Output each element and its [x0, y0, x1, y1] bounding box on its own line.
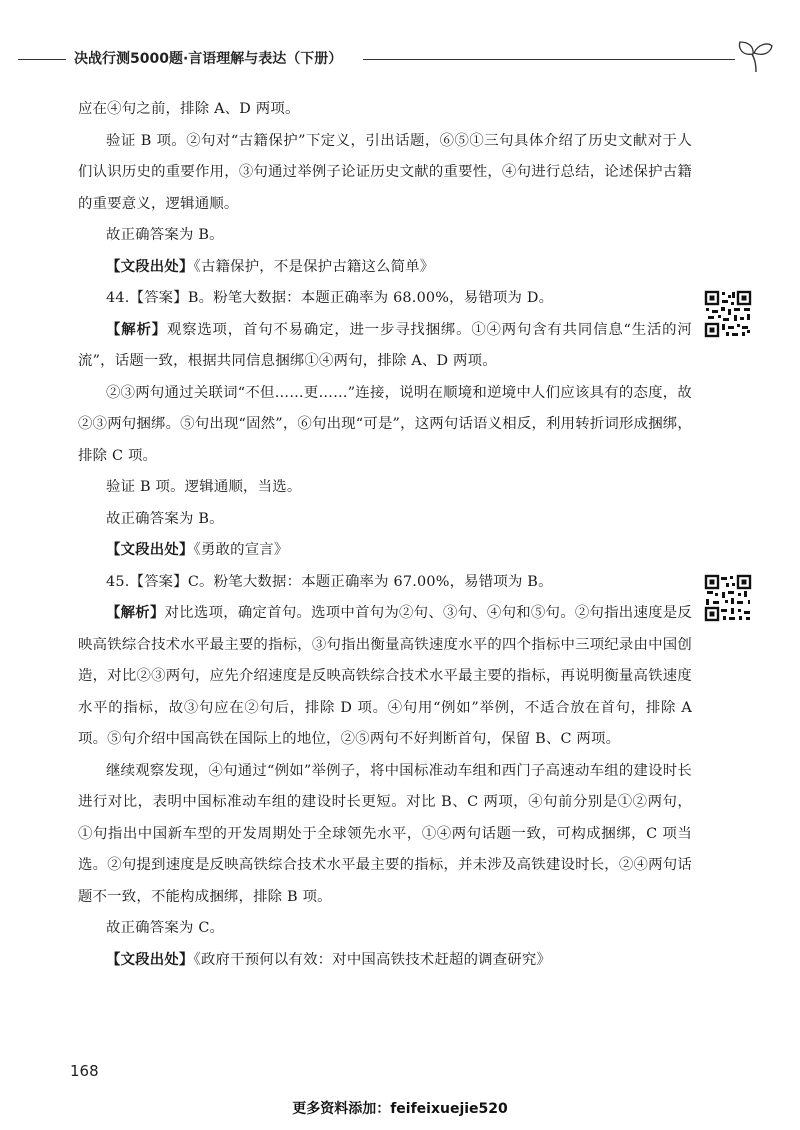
source-title: 《古籍保护，不是保护古籍这么简单》: [193, 258, 435, 275]
page-number: 168: [70, 1062, 99, 1080]
answer-line: 故正确答案为 B。: [106, 227, 224, 243]
analysis-text: 观察选项，首句不易确定，进一步寻找捆绑。①④两句含有共同信息“生活的河流”，话题一致，根据共同信息捆绑①④两句，排除 A、D 两项。: [78, 321, 692, 369]
qr-code-icon: [704, 290, 752, 338]
section-tag: 【解析】: [106, 321, 167, 338]
body-paragraph: ②③两句通过关联词“不但……更……”连接，说明在顺境和逆境中人们应该具有的态度，故②③两句捆绑。⑤句出现“固然”，⑥句出现“可是”，这两句话语义相反，利用转折词形成捆绑，排除 C 项。: [78, 384, 692, 464]
analysis-paragraph: [78, 315, 692, 378]
answer-line: 故正确答案为 B。: [106, 510, 224, 527]
body-paragraph: 应在④句之前，排除 A、D 两项。: [78, 101, 300, 117]
header-rule-right: [363, 59, 735, 60]
source-paragraph: [78, 945, 692, 977]
section-tag: 【文段出处】: [106, 542, 194, 558]
source-title: 《勇敢的宣言》: [193, 542, 289, 558]
footer-note: 更多资料添加：feifeixuejie520: [292, 1101, 508, 1117]
analysis-paragraph: [78, 598, 692, 756]
question-44-answer: 44.【答案】B。粉笔大数据：本题正确率为 68.00%，易错项为 D。: [106, 290, 554, 306]
book-title: 决战行测5000题·言语理解与表达（下册）: [74, 51, 343, 67]
qr-code-icon: [704, 574, 752, 622]
body-paragraph: 继续观察发现，④句通过“例如”举例子，将中国标准动车组和西门子高速动车组的建设时长进行对比，表明中国标准动车组的建设时长更短。对比 B、C 两项，④句前分别是①②两句，①句指出中国新车型的开发周期处于全球领先水平，①④两句话题一致，可构成捆绑，C 项当选。②句提到速度是反映高铁综合技术水平最主要的指标，并未涉及高铁建设时长，②④两句话题不一致，不能构成捆绑，排除 B 项。: [78, 762, 692, 905]
sprout-icon: [736, 38, 776, 74]
source-paragraph: [78, 252, 692, 284]
section-tag: 【解析】: [106, 605, 165, 621]
source-paragraph: [78, 535, 692, 567]
page-content: [78, 94, 692, 976]
body-paragraph: 验证 B 项。逻辑通顺，当选。: [106, 479, 302, 495]
header-rule-left: [18, 59, 66, 60]
running-header: [18, 44, 780, 76]
answer-line: 故正确答案为 C。: [106, 920, 225, 936]
section-tag: 【文段出处】: [106, 951, 194, 968]
body-paragraph: 验证 B 项。②句对“古籍保护”下定义，引出话题，⑥⑤①三句具体介绍了历史文献对于人们认识历史的重要作用，③句通过举例子论证历史文献的重要性，④句进行总结，论述保护古籍的重要意义，逻辑通顺。: [78, 132, 692, 212]
question-45-answer: 45.【答案】C。粉笔大数据：本题正确率为 67.00%，易错项为 B。: [106, 573, 553, 590]
source-title: 《政府干预何以有效：对中国高铁技术赶超的调查研究》: [193, 951, 552, 968]
section-tag: 【文段出处】: [106, 258, 194, 275]
analysis-text: 对比选项，确定首句。选项中首句为②句、③句、④句和⑤句。②句指出速度是反映高铁综合技术水平最主要的指标，③句指出衡量高铁速度水平的四个指标中三项纪录由中国创造，对比②③两句，应先介绍速度是反映高铁综合技术水平最主要的指标，再说明衡量高铁速度水平的指标，故③句应在②句后，排除 D 项。④句用“例如”举例，不适合放在首句，排除 A 项。⑤句介绍中国高铁在国际上的地位，②⑤两句不好判断首句，保留 B、C 两项。: [78, 605, 692, 747]
